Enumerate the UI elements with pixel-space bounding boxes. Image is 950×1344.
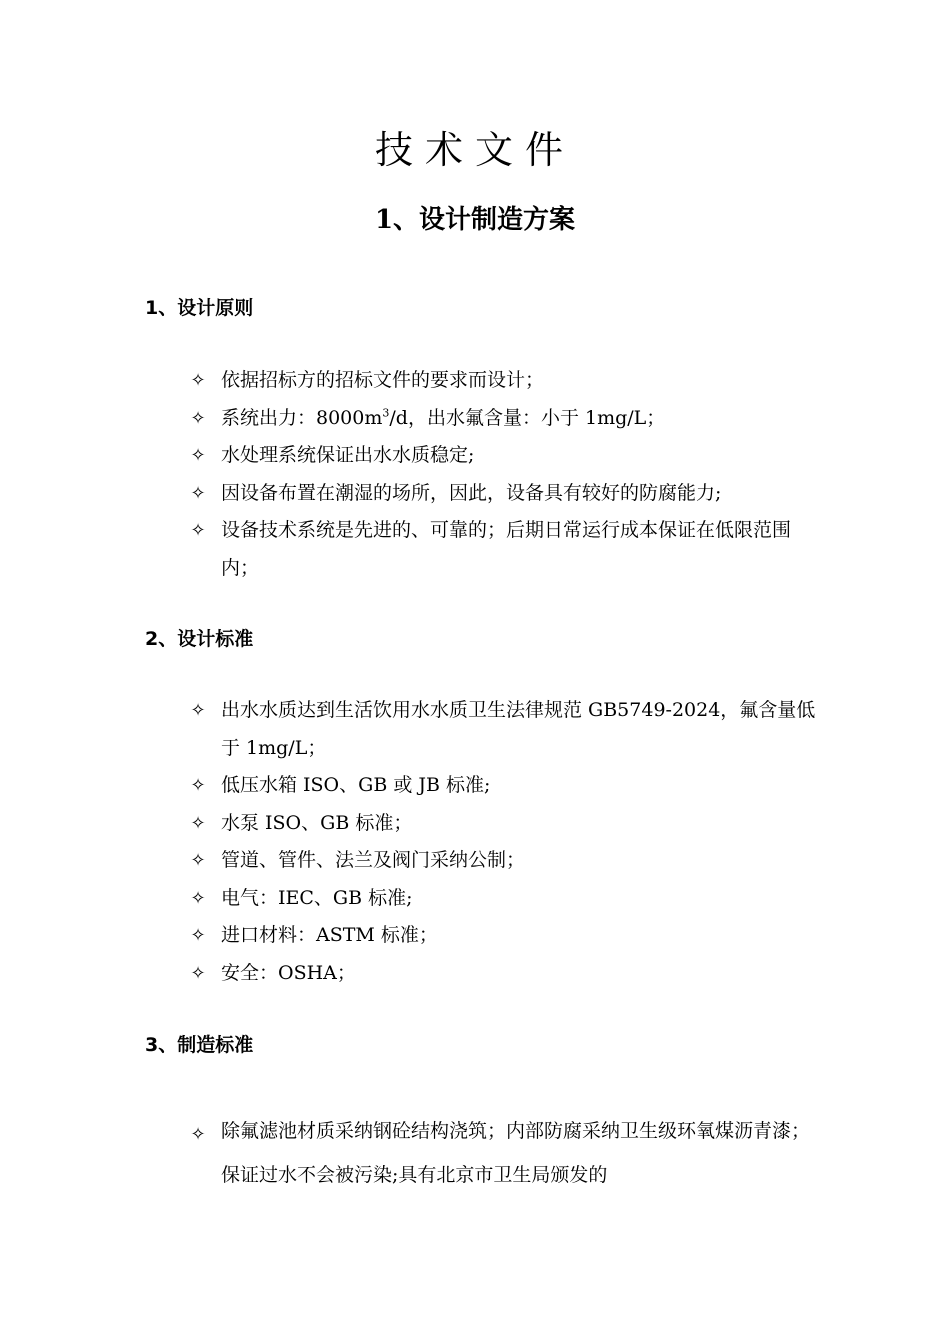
list-item (187, 1109, 817, 1197)
list-item (187, 362, 817, 400)
section-heading-design-principles: 1、设计原则 (145, 297, 254, 319)
four-pointed-star-icon: ✧ (190, 407, 206, 429)
list-item (187, 400, 817, 438)
design-standards-list (187, 692, 817, 992)
design-principles-list (187, 362, 817, 587)
four-pointed-star-icon: ✧ (190, 775, 206, 796)
list-item (187, 767, 817, 805)
list-item-text: 出水水质达到生活饮用水水质卫生法律规范 GB5749-2024，氟含量低于 1mg/L； (221, 699, 816, 759)
list-item (187, 437, 817, 475)
list-item-text: 管道、管件、法兰及阀门采纳公制； (221, 849, 526, 871)
list-item (187, 512, 817, 587)
four-pointed-star-icon: ✧ (190, 925, 206, 946)
four-pointed-star-icon: ✧ (190, 812, 206, 834)
list-item-text: 水处理系统保证出水水质稳定; (221, 444, 475, 466)
manufacturing-standards-list (187, 1109, 817, 1197)
list-item-text: 安全：OSHA； (221, 961, 356, 984)
document-subtitle: 1、设计制造方案 (374, 205, 576, 235)
four-pointed-star-icon: ✧ (190, 520, 206, 541)
list-item (187, 917, 817, 955)
list-item-text: 设备技术系统是先进的、可靠的；后期日常运行成本保证在低限范围内； (221, 519, 792, 579)
four-pointed-star-icon: ✧ (190, 445, 206, 466)
four-pointed-star-icon: ✧ (190, 700, 206, 721)
list-item (187, 955, 817, 993)
list-item-text: 进口材料：ASTM 标准； (221, 924, 438, 946)
list-item-text: 因设备布置在潮湿的场所，因此，设备具有较好的防腐能力; (221, 481, 722, 504)
section-heading-design-standards: 2、设计标准 (145, 628, 254, 650)
four-pointed-star-icon: ✧ (190, 962, 206, 984)
list-item (187, 475, 817, 513)
four-pointed-star-icon: ✧ (190, 887, 206, 909)
list-item (187, 692, 817, 767)
section-heading-manufacturing-standards: 3、制造标准 (145, 1034, 254, 1056)
four-pointed-star-icon: ✧ (190, 1124, 206, 1145)
list-item-text: 除氟滤池材质采纳钢砼结构浇筑；内部防腐采纳卫生级环氧煤沥青漆；保证过水不会被污染;具有北京市卫生局颁发的 (221, 1120, 811, 1186)
list-item-text: 依据招标方的招标文件的要求而设计； (221, 369, 545, 391)
list-item (187, 842, 817, 880)
four-pointed-star-icon: ✧ (190, 370, 206, 391)
list-item (187, 805, 817, 843)
document-title: 技术文件 (374, 128, 575, 172)
list-item (187, 880, 817, 918)
four-pointed-star-icon: ✧ (190, 850, 206, 871)
list-item-text: 水泵 ISO、GB 标准； (221, 811, 413, 834)
list-item-text: 电气：IEC、GB 标准; (221, 886, 413, 909)
list-item-text: 低压水箱 ISO、GB 或 JB 标准; (221, 774, 491, 796)
list-item-text-after: /d，出水氟含量：小于 1mg/L； (389, 406, 666, 429)
superscript: 3 (382, 406, 390, 420)
four-pointed-star-icon: ✧ (190, 482, 206, 504)
list-item-text-before: 系统出力：8000m (221, 406, 383, 429)
